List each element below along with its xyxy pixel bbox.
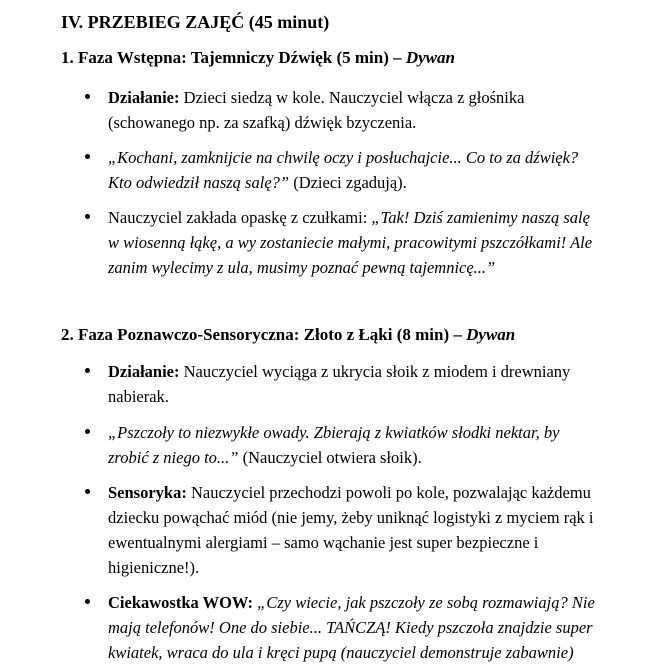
item-text: nabierak. <box>108 387 169 406</box>
phase-1-title <box>61 48 455 68</box>
item-text: Dzieci siedzą w kole. Nauczyciel włącza z głośnika <box>179 88 525 107</box>
item-text: ewentualnymi alergiami – samo wąchanie jest super bezpieczne i <box>108 533 539 552</box>
bullet-icon <box>85 94 90 99</box>
item-quote: zanim wylecimy z ula, musimy poznać pewną tajemnicę...” <box>108 258 496 277</box>
item-quote: Kto odwiedził naszą salę?” <box>108 173 290 192</box>
section-heading: IV. PRZEBIEG ZAJĘĆ (45 minut) <box>61 12 330 32</box>
bullet-icon <box>85 489 90 494</box>
item-text: Nauczyciel przechodzi powoli po kole, pozwalając każdemu <box>186 483 591 502</box>
list-item <box>108 145 668 195</box>
item-quote: zrobić z niego to...” <box>108 448 239 467</box>
item-quote: w wiosenną łąkę, a wy zostaniecie małymi, pracowitymi pszczółkami! Ale <box>108 233 593 252</box>
item-quote: kwiatek, wraca do ula i kręci pupą (nauczyciel demonstruje zabawnie) <box>108 643 574 662</box>
list-item <box>108 420 668 470</box>
phase-2-title-text: 2. Faza Poznawczo-Sensoryczna: Złoto z Łąki (8 min) – <box>61 325 467 344</box>
phase-1-location: Dywan <box>405 48 455 67</box>
item-text: (Dzieci zgadują). <box>289 173 407 192</box>
item-text: Nauczyciel zakłada opaskę z czułkami: <box>108 208 372 227</box>
item-text: (Nauczyciel otwiera słoik). <box>238 448 422 467</box>
item-quote: „Czy wiecie, jak pszczoły ze sobą rozmawiają? Nie <box>253 593 595 612</box>
bullet-icon <box>85 368 90 373</box>
item-text: higieniczne!). <box>108 558 200 577</box>
bullet-icon <box>85 599 90 604</box>
list-item <box>108 590 668 665</box>
phase-2-location: Dywan <box>466 325 516 344</box>
list-item <box>108 85 668 135</box>
bullet-icon <box>85 429 90 434</box>
item-text: dziecku powąchać miód (nie jemy, żeby uniknąć logistyki z myciem rąk i <box>108 508 594 527</box>
list-item <box>108 205 668 280</box>
item-quote: mają telefonów! One do siebie... TAŃCZĄ! Kiedy pszczoła znajdzie super <box>108 618 593 637</box>
item-label: Działanie: <box>108 362 180 381</box>
item-quote: „Pszczoły to niezwykłe owady. Zbierają z kwiatków słodki nektar, by <box>108 423 560 442</box>
bullet-icon <box>85 214 90 219</box>
list-item <box>108 359 668 409</box>
item-label: Działanie: <box>108 88 180 107</box>
list-item <box>108 480 668 580</box>
item-quote: „Tak! Dziś zamienimy naszą salę <box>371 208 590 227</box>
item-label: Ciekawostka WOW: <box>108 593 254 612</box>
phase-2-title <box>61 325 515 345</box>
item-quote: „Kochani, zamknijcie na chwilę oczy i posłuchajcie... Co to za dźwięk? <box>108 148 579 167</box>
bullet-icon <box>85 154 90 159</box>
item-label: Sensoryka: <box>108 483 187 502</box>
item-text: Nauczyciel wyciąga z ukrycia słoik z miodem i drewniany <box>179 362 571 381</box>
phase-1-title-text: 1. Faza Wstępna: Tajemniczy Dźwięk (5 min) – <box>61 48 406 67</box>
item-text: (schowanego np. za szafką) dźwięk bzyczenia. <box>108 113 417 132</box>
